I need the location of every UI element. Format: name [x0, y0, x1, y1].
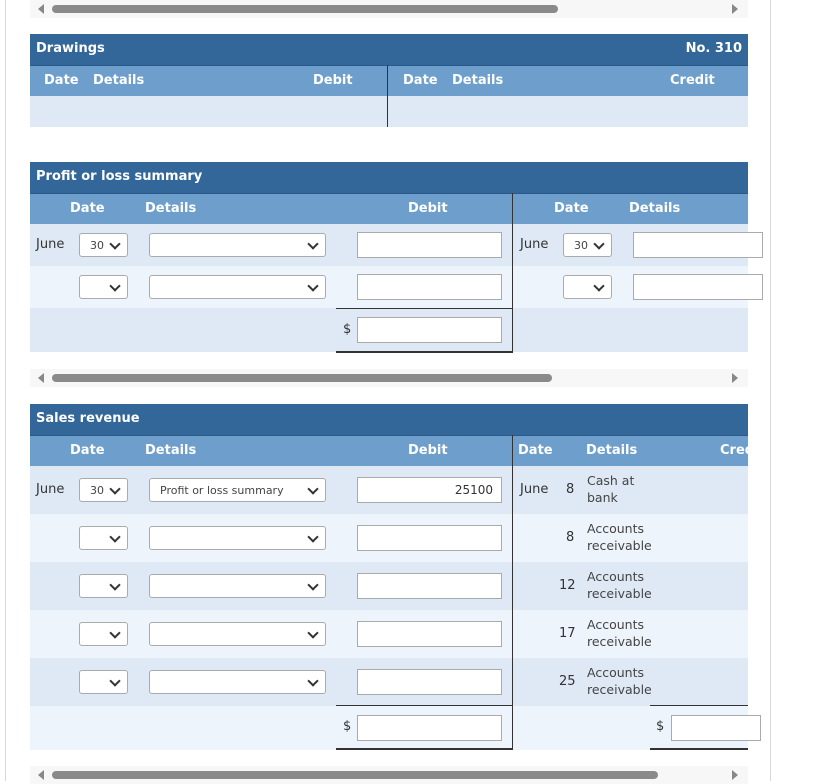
- scrollbar-thumb[interactable]: [52, 5, 558, 13]
- details-select[interactable]: [149, 478, 326, 502]
- arrow-right-icon[interactable]: [732, 373, 738, 383]
- header-date-credit: Date: [518, 443, 553, 458]
- day-select[interactable]: [79, 275, 128, 299]
- arrow-right-icon[interactable]: [732, 4, 738, 14]
- debit-amount-input[interactable]: [357, 274, 502, 300]
- debit-amount-input[interactable]: [357, 477, 502, 503]
- chevron-down-icon: [307, 531, 318, 542]
- header-date-credit: Date: [554, 201, 589, 216]
- chevron-down-icon: [109, 483, 120, 494]
- arrow-left-icon[interactable]: [38, 4, 44, 14]
- header-debit: Debit: [408, 201, 448, 216]
- chevron-down-icon: [109, 627, 120, 638]
- details-select[interactable]: [149, 574, 326, 598]
- header-date: Date: [70, 201, 105, 216]
- arrow-right-icon[interactable]: [732, 770, 738, 780]
- chevron-down-icon: [593, 280, 604, 291]
- credit-details-line2: receivable: [587, 586, 652, 601]
- month-label: June: [36, 237, 65, 252]
- credit-day: 12: [559, 578, 576, 593]
- total-line: [336, 748, 512, 750]
- chevron-down-icon: [109, 238, 120, 249]
- arrow-left-icon[interactable]: [38, 373, 44, 383]
- debit-total-input[interactable]: [357, 715, 502, 741]
- chevron-down-icon: [109, 531, 120, 542]
- frame-left-border: [5, 0, 6, 781]
- total-row: [30, 308, 748, 352]
- day-select[interactable]: [79, 574, 128, 598]
- chevron-down-icon: [307, 627, 318, 638]
- chevron-down-icon: [307, 238, 318, 249]
- ledger-header-row: [30, 435, 755, 466]
- credit-details-line1: Accounts: [587, 665, 644, 680]
- chevron-down-icon: [307, 675, 318, 686]
- frame-right-border: [770, 0, 771, 781]
- credit-details-line1: Accounts: [587, 521, 644, 536]
- chevron-down-icon: [307, 579, 318, 590]
- header-details-credit: Details: [586, 443, 638, 458]
- header-date: Date: [44, 73, 79, 88]
- ledger-title: Drawings: [36, 41, 105, 56]
- profit-loss-summary-ledger: [30, 162, 748, 356]
- debit-amount-input[interactable]: [357, 573, 502, 599]
- debit-amount-input[interactable]: [357, 232, 502, 258]
- chevron-down-icon: [307, 483, 318, 494]
- credit-details-line1: Cash at: [587, 473, 635, 488]
- credit-details: [587, 568, 652, 602]
- ledger-row: [30, 224, 748, 266]
- credit-details-line2: bank: [587, 490, 618, 505]
- day-select[interactable]: [79, 233, 128, 257]
- sales-revenue-ledger: [30, 404, 755, 752]
- header-details-credit: Details: [629, 201, 681, 216]
- ledger-row: [30, 658, 748, 706]
- credit-details: [587, 664, 652, 698]
- credit-day: 25: [559, 674, 576, 689]
- day-select[interactable]: [79, 622, 128, 646]
- credit-total-input[interactable]: [671, 715, 761, 741]
- ledger-row: [30, 466, 748, 514]
- month-label: June: [36, 482, 65, 497]
- horizontal-scrollbar-top[interactable]: [30, 0, 748, 18]
- ledger-row: [30, 96, 748, 127]
- ledger-title-bar: [30, 162, 748, 193]
- credit-day: 8: [566, 482, 575, 497]
- header-details: Details: [145, 443, 197, 458]
- day-select-value: 30: [90, 239, 104, 252]
- ledger-title-bar: [30, 404, 748, 435]
- ledger-row: [30, 514, 748, 562]
- horizontal-scrollbar-bottom[interactable]: [30, 766, 748, 784]
- dollar-sign: $: [343, 719, 352, 734]
- details-select[interactable]: [149, 275, 326, 299]
- account-number: No. 310: [685, 41, 742, 56]
- total-line-credit: [650, 748, 748, 750]
- credit-details: [587, 520, 652, 554]
- debit-amount-input[interactable]: [357, 525, 502, 551]
- header-credit: Credit: [670, 73, 715, 88]
- credit-details: [587, 616, 652, 650]
- chevron-down-icon: [109, 675, 120, 686]
- t-account-divider: [387, 65, 388, 127]
- debit-amount-value: 25100: [454, 483, 493, 497]
- t-account-divider: [512, 435, 513, 750]
- subtotal-line-credit: [650, 705, 748, 706]
- credit-details-line2: receivable: [587, 634, 652, 649]
- day-select-credit[interactable]: [563, 233, 612, 257]
- dollar-sign: $: [656, 719, 665, 734]
- ledger-title: Profit or loss summary: [36, 169, 203, 184]
- day-select[interactable]: [79, 478, 128, 502]
- ledger-title: Sales revenue: [36, 411, 140, 426]
- credit-details-line1: Accounts: [587, 617, 644, 632]
- ledger-row: [30, 610, 748, 658]
- details-select[interactable]: [149, 670, 326, 694]
- scrollbar-thumb[interactable]: [52, 374, 552, 382]
- dollar-sign: $: [343, 322, 352, 337]
- ledger-header-row: [30, 193, 748, 224]
- horizontal-scrollbar-middle[interactable]: [30, 369, 748, 387]
- total-line: [336, 351, 512, 353]
- day-select-value: 30: [574, 239, 588, 252]
- day-select[interactable]: [79, 670, 128, 694]
- header-details: Details: [145, 201, 197, 216]
- credit-details-line1: Accounts: [587, 569, 644, 584]
- details-select-value: Profit or loss summary: [160, 484, 284, 497]
- details-select[interactable]: [149, 622, 326, 646]
- credit-details-line2: receivable: [587, 682, 652, 697]
- chevron-down-icon: [593, 238, 604, 249]
- details-select[interactable]: [149, 526, 326, 550]
- month-label-credit: June: [520, 482, 549, 497]
- ledger-header-row: [30, 65, 748, 96]
- debit-total-input[interactable]: [357, 317, 502, 343]
- debit-amount-input[interactable]: [357, 669, 502, 695]
- credit-day: 8: [566, 530, 575, 545]
- ledger-row: [30, 562, 748, 610]
- header-debit: Debit: [408, 443, 448, 458]
- header-date-credit: Date: [403, 73, 438, 88]
- day-select[interactable]: [79, 526, 128, 550]
- chevron-down-icon: [109, 579, 120, 590]
- header-details-credit: Details: [452, 73, 504, 88]
- details-select[interactable]: [149, 233, 326, 257]
- chevron-down-icon: [109, 280, 120, 291]
- debit-amount-input[interactable]: [357, 621, 502, 647]
- header-debit: Debit: [313, 73, 353, 88]
- credit-details: [587, 472, 634, 506]
- credit-day: 17: [559, 626, 576, 641]
- header-credit: Cred: [720, 443, 755, 458]
- month-label-credit: June: [520, 237, 549, 252]
- chevron-down-icon: [307, 280, 318, 291]
- subtotal-line: [336, 705, 512, 706]
- subtotal-line: [336, 308, 512, 309]
- total-row: [30, 706, 748, 750]
- t-account-divider: [512, 193, 513, 353]
- header-date: Date: [70, 443, 105, 458]
- day-select-value: 30: [90, 484, 104, 497]
- ledger-title-bar: [30, 34, 748, 65]
- details-credit-input[interactable]: [633, 274, 763, 300]
- day-select-credit[interactable]: [563, 275, 612, 299]
- details-credit-input[interactable]: [633, 232, 763, 258]
- drawings-ledger: [30, 34, 748, 128]
- credit-details-line2: receivable: [587, 538, 652, 553]
- arrow-left-icon[interactable]: [38, 770, 44, 780]
- header-details: Details: [93, 73, 145, 88]
- scrollbar-thumb[interactable]: [52, 771, 658, 779]
- ledger-row: [30, 266, 748, 308]
